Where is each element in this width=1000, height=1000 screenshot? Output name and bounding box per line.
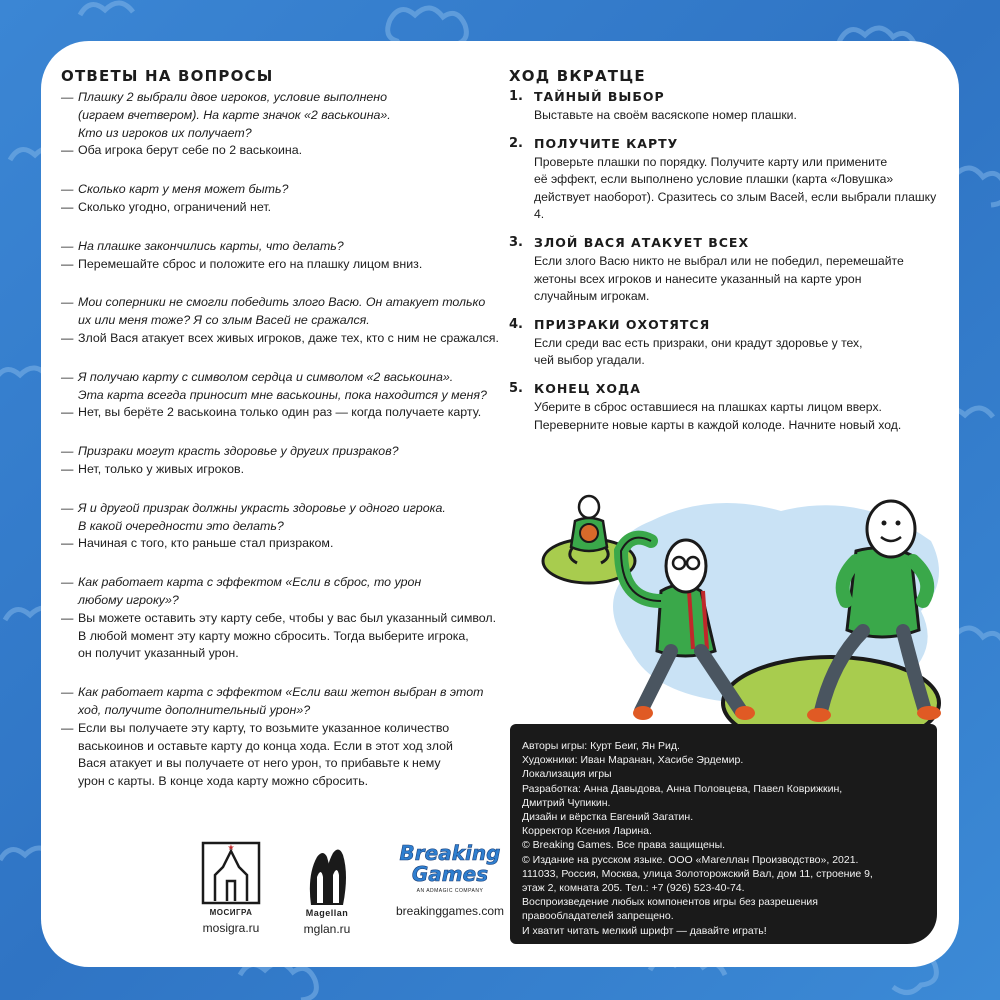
- mosigra-name: МОСИГРА: [209, 908, 253, 917]
- faq-title: ОТВЕТЫ НА ВОПРОСЫ: [61, 67, 274, 85]
- credits-line: Художники: Иван Маранан, Хасибе Эрдемир.: [522, 754, 744, 767]
- faq-item: [61, 684, 501, 791]
- faq-answer-line: [61, 256, 501, 274]
- turn-step-line: чей выбор угадали.: [534, 353, 645, 368]
- mosigra-logo: [191, 841, 271, 935]
- faq-question-line: [61, 500, 501, 518]
- credits-line: правообладателей запрещено.: [522, 910, 674, 923]
- dash-marker: [61, 738, 78, 756]
- turn-step: [509, 89, 949, 125]
- publisher-logos: [191, 841, 505, 941]
- faq-list: [61, 89, 501, 791]
- turn-step-header: [509, 89, 949, 104]
- faq-question-text: Призраки могут красть здоровье у других призраков?: [78, 444, 399, 459]
- dash-marker: —: [61, 536, 74, 551]
- credits-line: © Издание на русском языке. ООО «Магеллан Производство», 2021.: [522, 853, 859, 866]
- credits-line: Дмитрий Чупикин.: [522, 796, 611, 809]
- faq-question-text: их или меня тоже? Я со злым Васей не сражался.: [78, 313, 370, 328]
- faq-answer-text: В любой момент эту карту можно сбросить. Тогда выберите игрока,: [78, 628, 469, 643]
- faq-question-line: [61, 125, 501, 143]
- faq-item: [61, 443, 501, 479]
- turn-summary-title: ХОД ВКРАТЦЕ: [509, 67, 646, 85]
- faq-item: [61, 574, 501, 663]
- faq-question-line: [61, 592, 501, 610]
- turn-step-header: [509, 317, 949, 332]
- turn-step-header: [509, 381, 949, 396]
- dash-marker: [61, 773, 78, 791]
- turn-step-body: [534, 399, 949, 434]
- dash-marker: —: [61, 143, 74, 158]
- faq-question-line: [61, 312, 501, 330]
- credits-line: Воспроизведение любых компонентов игры без разрешения: [522, 896, 818, 909]
- faq-question-line: [61, 684, 501, 702]
- turn-step: [509, 136, 949, 224]
- dash-marker: [61, 628, 78, 646]
- turn-step: [509, 381, 949, 434]
- dash-marker: [61, 702, 78, 720]
- faq-question-line: [61, 702, 501, 720]
- credits-line: этаж 2, комната 205. Тел.: +7 (926) 523-40-74.: [522, 882, 745, 895]
- faq-question-text: Плашку 2 выбрали двое игроков, условие выполнено: [78, 90, 388, 104]
- faq-question-text: В какой очередности это делать?: [78, 518, 284, 533]
- faq-answer-line: [61, 610, 501, 628]
- faq-question-text: Как работает карта с эффектом «Если ваш жетон выбран в этот: [78, 685, 484, 700]
- magellan-penguins-icon: [303, 847, 351, 905]
- faq-question-text: Я получаю карту с символом сердца и символом «2 васькоина».: [78, 369, 454, 384]
- turn-step-number: 1.: [509, 89, 523, 104]
- credits-line: Авторы игры: Курт Беиг, Ян Рид.: [522, 740, 680, 752]
- faq-question-text: На плашке закончились карты, что делать?: [78, 238, 344, 253]
- dash-marker: [61, 312, 78, 330]
- faq-question-line: [61, 369, 501, 387]
- turn-step-title: ПОЛУЧИТЕ КАРТУ: [534, 135, 679, 151]
- dash-marker: [61, 518, 78, 536]
- credits-line: Локализация игры: [522, 768, 612, 781]
- dash-marker: —: [61, 444, 74, 459]
- faq-question-line: [61, 518, 501, 536]
- dash-marker: —: [61, 405, 74, 420]
- faq-item: [61, 369, 501, 422]
- faq-answer-line: [61, 755, 501, 773]
- turn-summary-column: [509, 67, 949, 445]
- turn-step-line: действует наоборот). Сразитесь со злым Васей, если выбрали плашку 4.: [534, 189, 937, 222]
- dash-marker: —: [61, 500, 74, 515]
- faq-question-text: ход, получите дополнительный урон»?: [78, 702, 311, 717]
- dash-marker: —: [61, 575, 74, 590]
- dash-marker: [61, 645, 78, 663]
- magellan-logo: [287, 847, 367, 936]
- svg-text:★: ★: [227, 843, 235, 852]
- characters-illustration: [501, 451, 959, 731]
- turn-step-number: 2.: [509, 135, 523, 151]
- dash-marker: [61, 125, 78, 143]
- turn-step-header: [509, 235, 949, 250]
- faq-question-text: Как работает карта с эффектом «Если в сброс, то урон: [78, 575, 422, 590]
- faq-item: [61, 238, 501, 274]
- turn-step-line: Если среди вас есть призраки, они крадут здоровье у тех,: [534, 335, 863, 350]
- faq-answer-line: [61, 773, 501, 791]
- faq-answer-text: Нет, вы берёте 2 васькоина только один раз — когда получаете карту.: [78, 405, 482, 420]
- faq-answer-text: Злой Вася атакует всех живых игроков, даже тех, кто с ним не сражался.: [78, 330, 499, 345]
- turn-step-number: 5.: [509, 380, 523, 396]
- faq-answer-line: [61, 330, 501, 348]
- faq-answer-text: Сколько угодно, ограничений нет.: [78, 199, 272, 214]
- faq-question-line: [61, 443, 501, 461]
- turn-step-line: Выставьте на своём васяскопе номер плашки.: [534, 108, 797, 122]
- faq-answer-line: [61, 738, 501, 756]
- faq-question-text: Сколько карт у меня может быть?: [78, 182, 289, 197]
- breaking-games-line1: Breaking: [399, 841, 501, 865]
- mosigra-kremlin-icon: [201, 841, 261, 905]
- mosigra-url[interactable]: mosigra.ru: [202, 921, 260, 935]
- credits-line: Корректор Ксения Ларина.: [522, 825, 652, 838]
- turn-step-body: [534, 253, 949, 306]
- turn-step-title: ЗЛОЙ ВАСЯ АТАКУЕТ ВСЕХ: [534, 234, 750, 250]
- turn-step-line: случайным игрокам.: [534, 289, 650, 304]
- faq-answer-line: [61, 535, 501, 553]
- faq-answer-text: Вы можете оставить эту карту себе, чтобы у вас был указанный символ.: [78, 610, 497, 625]
- turn-step-line: Если злого Васю никто не выбрал или не победил, перемешайте: [534, 253, 904, 268]
- dash-marker: —: [61, 238, 74, 253]
- dash-marker: —: [61, 199, 74, 214]
- turn-step-line: Проверьте плашки по порядку. Получите карту или примените: [534, 154, 888, 169]
- faq-item: [61, 294, 501, 347]
- turn-step-line: её эффект, если выполнено условие плашки (карта «Ловушка»: [534, 172, 894, 187]
- credits-line: © Breaking Games. Все права защищены.: [522, 839, 726, 852]
- credits-line: Дизайн и вёрстка Евгений Загатин.: [522, 811, 694, 824]
- credits-box: [510, 724, 937, 944]
- faq-question-line: [61, 89, 501, 107]
- credits-line: 111033, Россия, Москва, улица Золоторожский Вал, дом 11, строение 9,: [522, 867, 873, 880]
- faq-question-line: [61, 181, 501, 199]
- faq-answer-text: Перемешайте сброс и положите его на плашку лицом вниз.: [78, 256, 423, 271]
- breaking-games-line2: Games: [411, 862, 489, 886]
- faq-answer-text: Начиная с того, кто раньше стал призраком.: [78, 536, 334, 551]
- turn-step-header: [509, 136, 949, 151]
- magellan-url[interactable]: mglan.ru: [303, 922, 351, 936]
- faq-question-line: [61, 107, 501, 125]
- dash-marker: —: [61, 256, 74, 271]
- faq-answer-text: Нет, только у живых игроков.: [78, 461, 245, 476]
- dash-marker: —: [61, 90, 74, 104]
- dash-marker: [61, 592, 78, 610]
- turn-step-line: жетоны всех игроков и нанесите указанный на карте урон: [534, 271, 862, 286]
- faq-question-line: [61, 387, 501, 405]
- faq-answer-text: Если вы получаете эту карту, то возьмите указанное количество: [78, 720, 450, 735]
- dash-marker: —: [61, 685, 74, 700]
- faq-item: [61, 89, 501, 160]
- dash-marker: —: [61, 610, 74, 625]
- faq-question-text: Я и другой призрак должны украсть здоровье у одного игрока.: [78, 500, 446, 515]
- dash-marker: [61, 387, 78, 405]
- faq-question-text: (играем вчетвером). На карте значок «2 васькоина».: [78, 107, 391, 122]
- credits-line: И хватит читать мелкий шрифт — давайте играть!: [522, 924, 767, 937]
- turn-step-title: КОНЕЦ ХОДА: [534, 380, 641, 396]
- dash-marker: —: [61, 295, 74, 310]
- faq-answer-line: [61, 461, 501, 479]
- faq-question-line: [61, 238, 501, 256]
- dash-marker: —: [61, 330, 74, 345]
- turn-step-line: Уберите в сброс оставшиеся на плашках карты лицом вверх.: [534, 399, 882, 414]
- faq-answer-line: [61, 720, 501, 738]
- turn-step: [509, 235, 949, 306]
- faq-answer-line: [61, 199, 501, 217]
- turn-step-body: [534, 107, 949, 125]
- turn-step: [509, 317, 949, 370]
- faq-question-line: [61, 574, 501, 592]
- faq-question-text: Кто из игроков их получает?: [78, 125, 252, 140]
- credits-line: Разработка: Анна Давыдова, Анна Половцева, Павел Коврижкин,: [522, 782, 843, 795]
- faq-answer-text: Оба игрока берут себе по 2 васькоина.: [78, 143, 303, 158]
- faq-question-line: [61, 294, 501, 312]
- dash-marker: —: [61, 369, 74, 384]
- dash-marker: [61, 107, 78, 125]
- turn-step-body: [534, 335, 949, 370]
- faq-column: [61, 67, 501, 812]
- turn-step-number: 4.: [509, 316, 523, 332]
- faq-item: [61, 181, 501, 217]
- faq-question-text: любому игроку»?: [78, 592, 179, 607]
- dash-marker: [61, 755, 78, 773]
- turn-step-number: 3.: [509, 234, 523, 250]
- steps-list: [509, 89, 949, 434]
- breaking-games-url[interactable]: breakinggames.com: [395, 904, 505, 918]
- turn-step-title: ТАЙНЫЙ ВЫБОР: [534, 89, 665, 104]
- faq-answer-text: Вася атакует и вы получаете от него урон, то прибавьте к нему: [78, 756, 441, 771]
- faq-answer-text: он получит указанный урон.: [78, 646, 239, 661]
- faq-answer-text: урон с карты. В конце хода карту можно сбросить.: [78, 774, 369, 789]
- faq-answer-line: [61, 404, 501, 422]
- faq-item: [61, 500, 501, 553]
- faq-answer-line: [61, 628, 501, 646]
- turn-step-line: Переверните новые карты в каждой колоде. Начните новый ход.: [534, 417, 902, 432]
- magellan-name: Magellan: [305, 908, 349, 918]
- dash-marker: —: [61, 461, 74, 476]
- rules-card: [41, 41, 959, 967]
- dash-marker: —: [61, 182, 74, 197]
- turn-step-body: [534, 154, 949, 224]
- dash-marker: —: [61, 720, 74, 735]
- faq-answer-line: [61, 142, 501, 160]
- faq-question-text: Мои соперники не смогли победить злого Васю. Он атакует только: [78, 295, 486, 310]
- faq-answer-text: васькоинов и оставьте карту до конца хода. Если в этот ход злой: [78, 738, 453, 753]
- admagic-caption: AN ADMAGIC COMPANY: [416, 888, 484, 894]
- breaking-games-logo: [386, 843, 514, 918]
- turn-step-title: ПРИЗРАКИ ОХОТЯТСЯ: [534, 316, 711, 332]
- faq-question-text: Эта карта всегда приносит мне васькоины, пока находится у меня?: [78, 387, 487, 402]
- faq-answer-line: [61, 645, 501, 663]
